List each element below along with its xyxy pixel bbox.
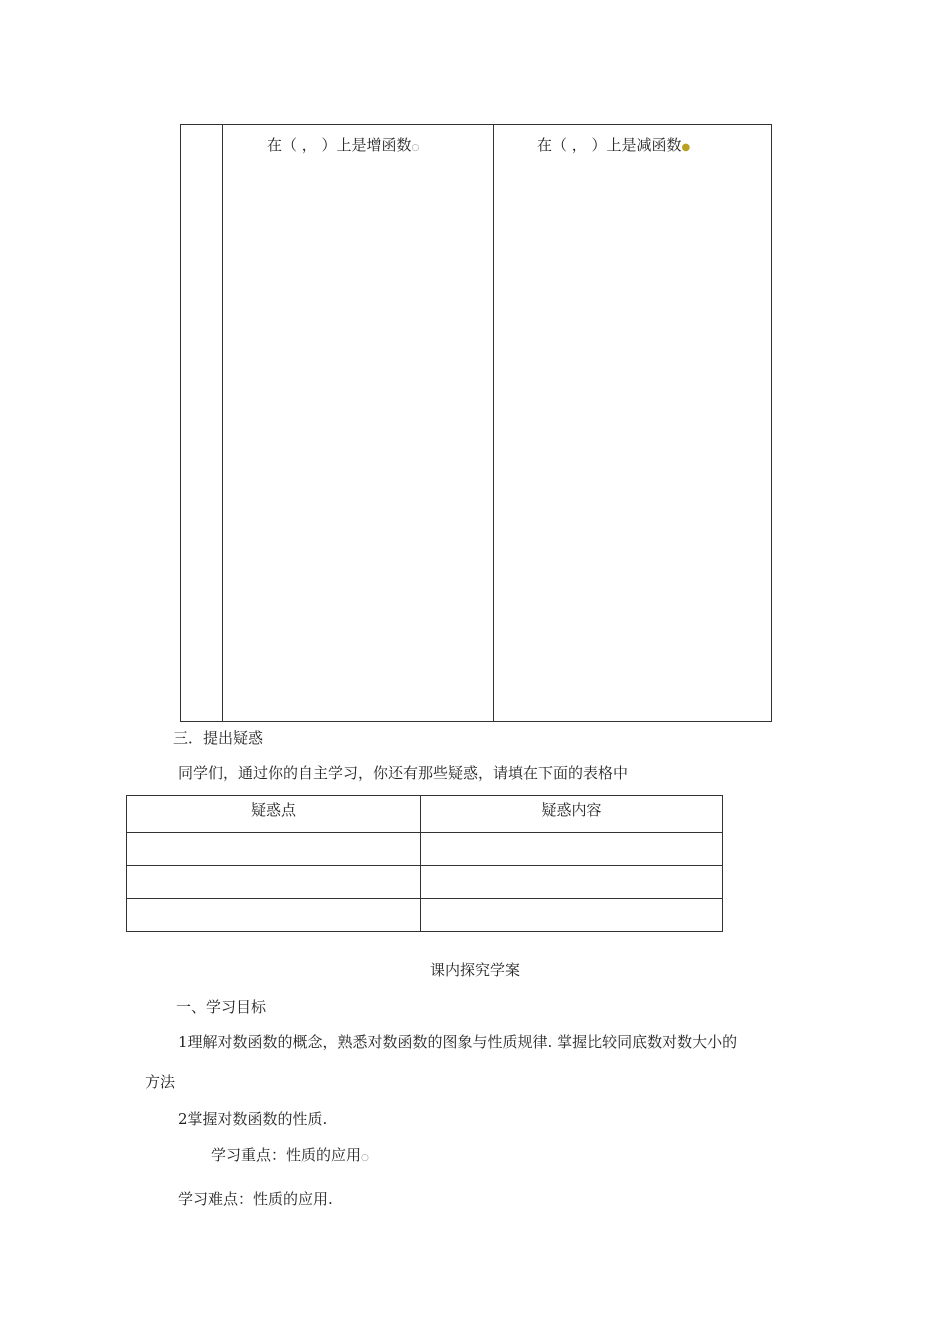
doubts-table xyxy=(126,795,723,932)
section-heading-doubts: 三．提出疑惑 xyxy=(173,729,264,747)
table-column-divider xyxy=(493,125,494,721)
table-row xyxy=(127,866,723,899)
paragraph-mark-icon: ○ xyxy=(411,143,420,153)
key-point-line xyxy=(211,1145,369,1168)
decreasing-function-cell xyxy=(537,135,690,158)
table-cell[interactable] xyxy=(127,833,421,866)
table-cell[interactable] xyxy=(421,866,723,899)
function-properties-table xyxy=(180,124,772,722)
paragraph-mark-icon: ○ xyxy=(361,1153,369,1163)
table-cell[interactable] xyxy=(127,866,421,899)
paragraph-mark-icon: ● xyxy=(681,142,691,153)
table-cell[interactable] xyxy=(421,833,723,866)
difficulty-line: 学习难点：性质的应用. xyxy=(178,1190,333,1208)
section-heading-goals: 一、学习目标 xyxy=(176,998,267,1016)
key-point-text: 学习重点：性质的应用 xyxy=(211,1146,362,1164)
table-column-divider xyxy=(222,125,223,721)
increasing-function-label: 在（ ， ）上是增函数 xyxy=(267,136,412,154)
table-cell[interactable] xyxy=(127,899,421,932)
increasing-function-cell xyxy=(267,135,419,158)
doubts-intro-text: 同学们，通过你的自主学习，你还有那些疑惑，请填在下面的表格中 xyxy=(178,764,629,782)
lesson-title: 课内探究学案 xyxy=(429,961,520,979)
header-doubt-point: 疑惑点 xyxy=(127,796,421,833)
table-cell[interactable] xyxy=(421,899,723,932)
table-row xyxy=(127,899,723,932)
goal-1-line-1: 1理解对数函数的概念，熟悉对数函数的图象与性质规律. 掌握比较同底数对数大小的 xyxy=(178,1033,738,1051)
decreasing-function-label: 在（ ， ）上是减函数 xyxy=(537,136,682,154)
goal-2: 2掌握对数函数的性质. xyxy=(178,1110,328,1128)
goal-1-line-2: 方法 xyxy=(145,1073,176,1091)
header-doubt-content: 疑惑内容 xyxy=(421,796,723,833)
table-row xyxy=(127,833,723,866)
table-header-row xyxy=(127,796,723,833)
